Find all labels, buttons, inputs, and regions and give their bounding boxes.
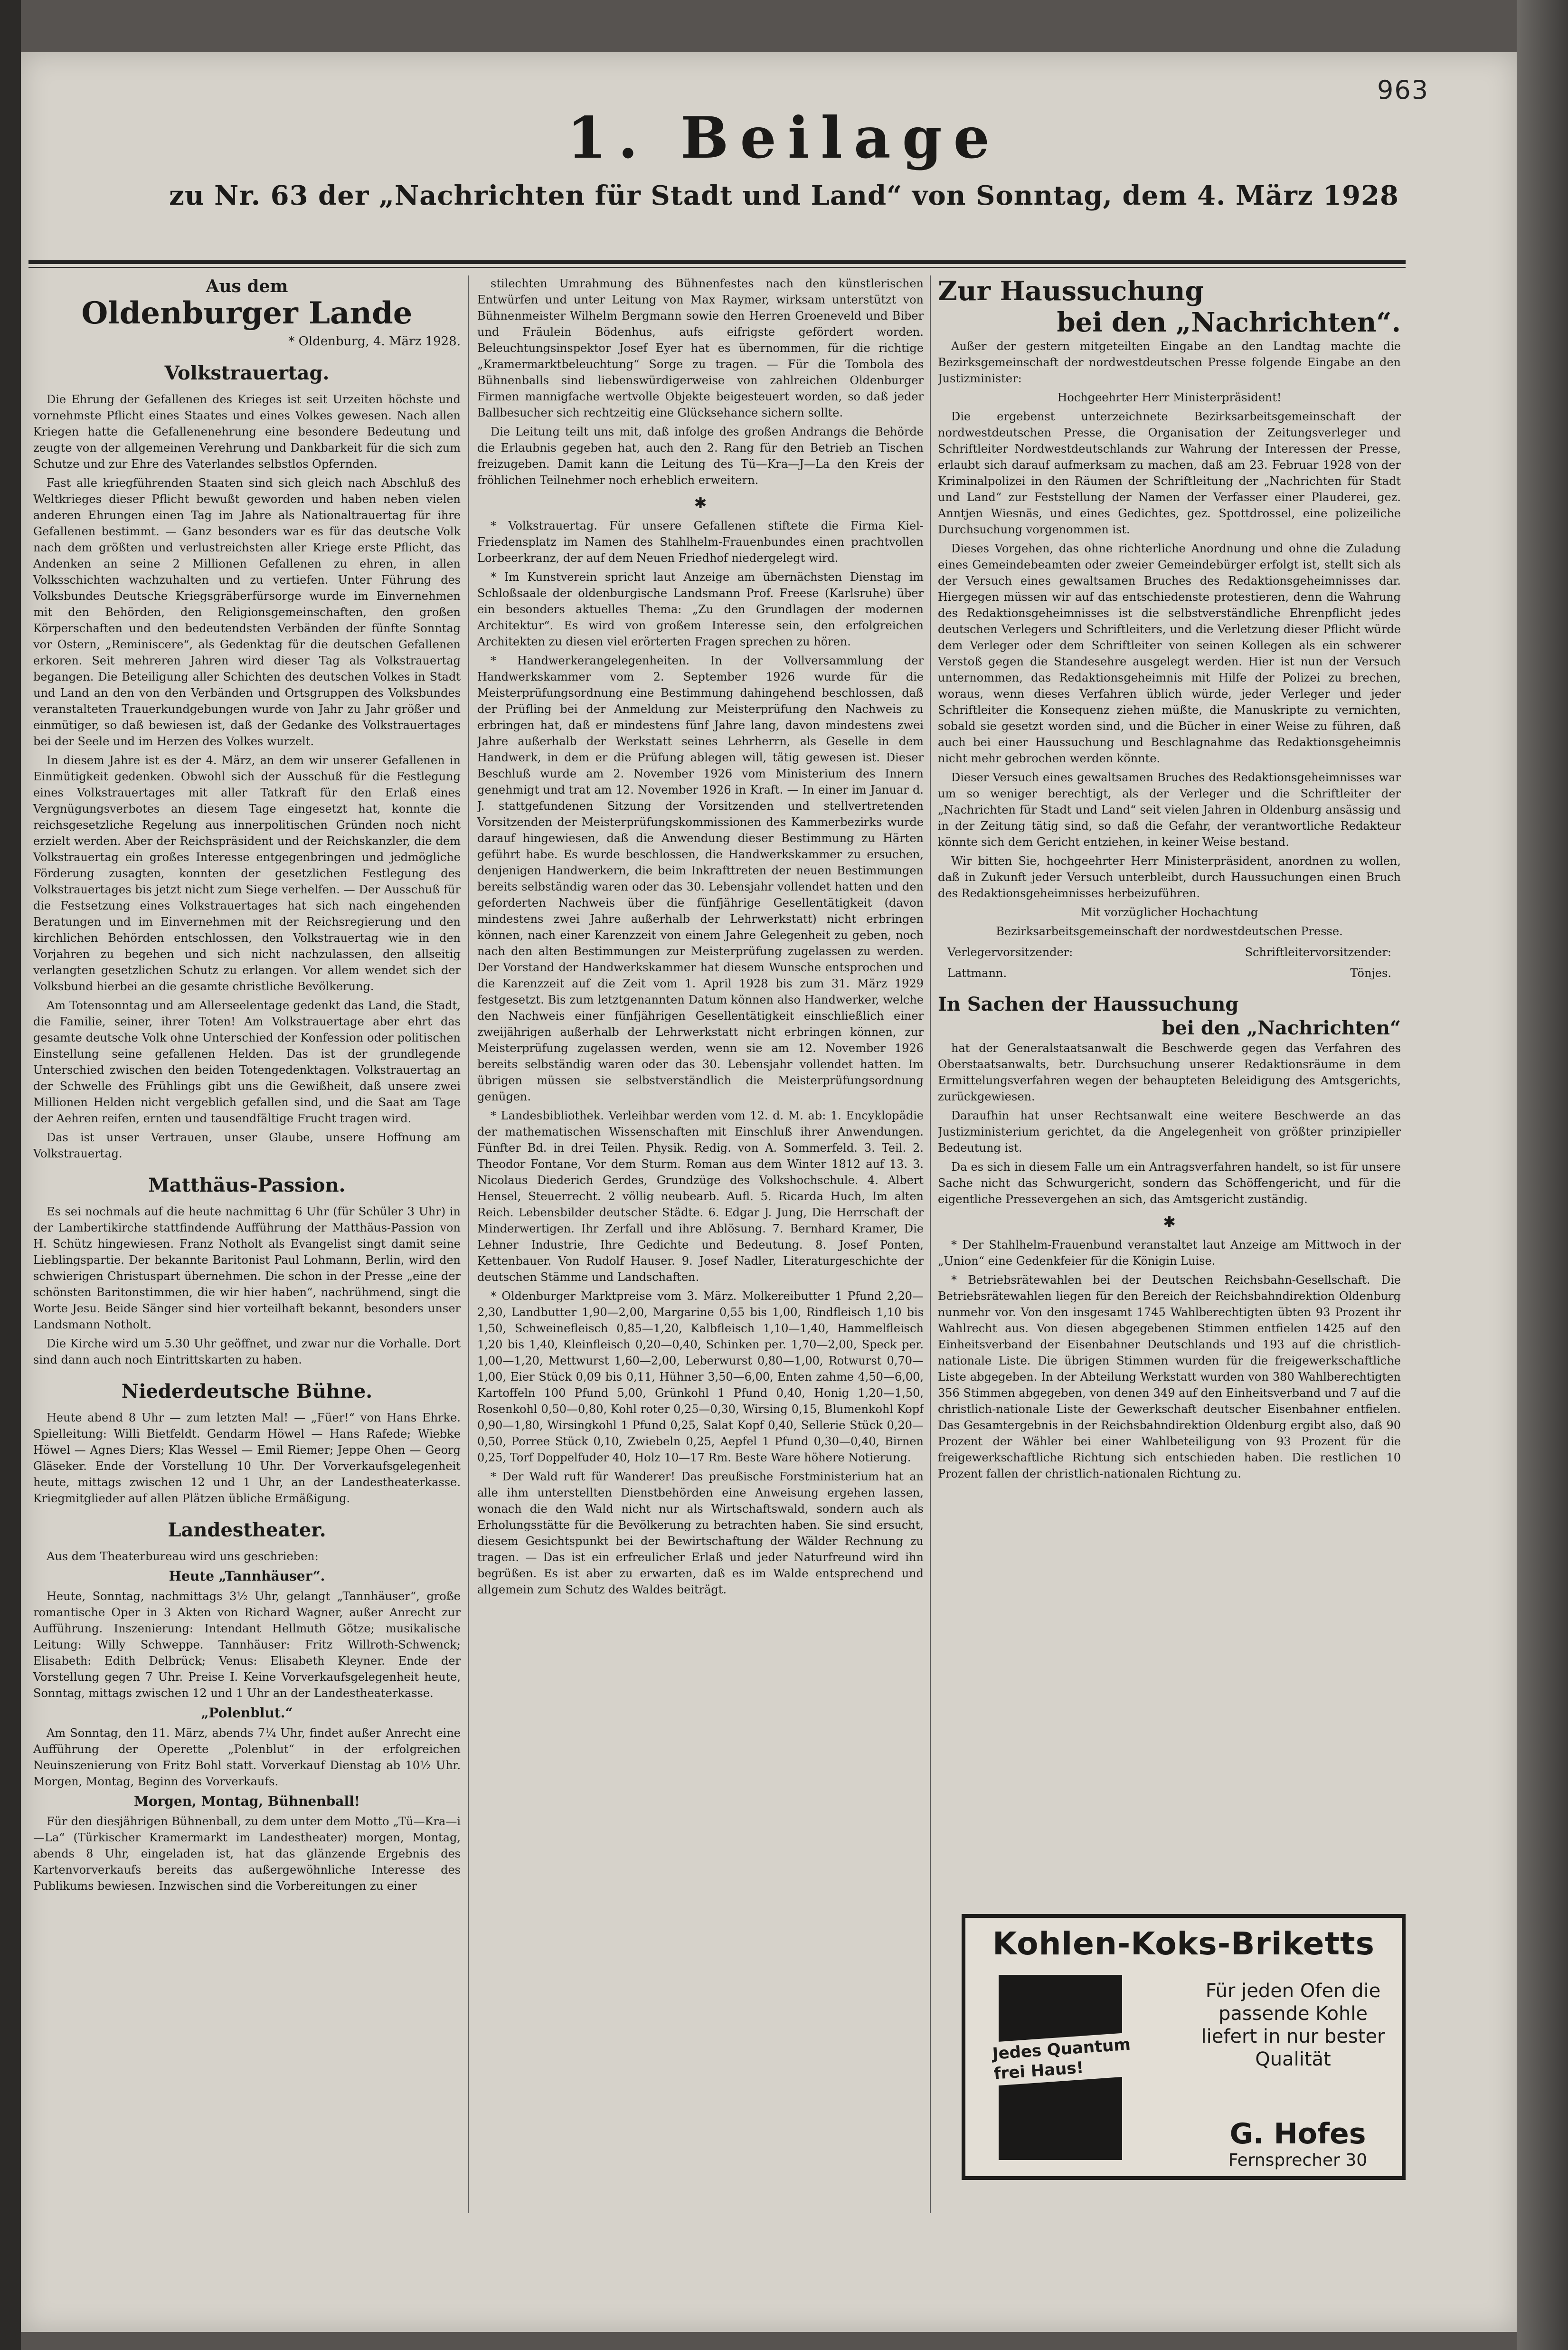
article-paragraph: Außer der gestern mitgeteilten Eingabe an den Landtag machte die Bezirksgemeinschaft der nordwestdeutschen Presse folgende Eingabe an den Justizminister: [938, 340, 1401, 385]
article-paragraph: stilechten Umrahmung des Bühnenfestes nach den künstlerischen Entwürfen und unter Leitung von Max Raymer, wirksam unterstützt von Bühnenmeister Wilhelm Bergmann sowie den Herren Groeneveld und Biber und Fräulein Bödenhus, aufs eifrigste gefördert worden. Beleuchtungsinspektor Josef Eyer hat es übernommen, für die richtige „Kramermarktbeleuchtung“ Sorge zu tragen. — Für die Tombola des Bühnenballs sind liebenswürdigerweise von zahlreichen Oldenburger Firmen mannigfache wertvolle Objekte beigesteuert worden, so daß jeder Ballbesucher sich rechtzeitig eine Glücksehance sichern sollte. [477, 277, 924, 419]
section-kicker: Aus dem [206, 276, 288, 296]
masthead [0, 104, 1568, 211]
ad-tagline: Jedes Quantum frei Haus! [988, 2031, 1160, 2086]
article-heading: Niederdeutsche Bühne. [121, 1380, 373, 1402]
article-paragraph: Für den diesjährigen Bühnenball, zu dem unter dem Motto „Tü—Kra—i—La“ (Türkischer Kramermarkt im Landestheater) morgen, Montag, abends 8 Uhr, eingeladen ist, hat das glänzende Ergebnis des Kartenvorverkaufs bereits das außergewöhnliche Interesse des Publikums bewiesen. Inzwischen sind die Vorbereitungen zu einer [33, 1815, 461, 1893]
column-divider [930, 275, 931, 2213]
article-paragraph: Die ergebenst unterzeichnete Bezirksarbeitsgemeinschaft der nordwestdeutschen Presse, die Organisation der Zeitungsverleger und Schriftleiter Nordwestdeutschlands zur Wahrung der Interessen der Presse, erlaubt sich darauf aufmerksam zu machen, daß am 23. Februar 1928 von der Kriminalpolizei in den Räumen der Schriftleitung der „Nachrichten für Stadt und Land“ zur Feststellung der Namen der Verfasser einer Plauderei, gez. Anntjen Wiesnäs, und eines Gedichtes, gez. Spottdrossel, eine polizeiliche Durchsuchung vorgenommen ist. [938, 410, 1401, 536]
archive-number: 963 [1377, 75, 1429, 105]
article-paragraph: Am Sonntag, den 11. März, abends 7¼ Uhr, findet außer Anrecht eine Aufführung der Operette „Polenblut“ in der erfolgreichen Neuinszenierung von Fritz Bohl statt. Vorverkauf Dienstag ab 10½ Uhr. Morgen, Montag, Beginn des Vorverkaufs. [33, 1726, 461, 1788]
article-paragraph: Fast alle kriegführenden Staaten sind sich gleich nach Abschluß des Weltkrieges dieser Pflicht bewußt geworden und haben neben vielen anderen Ehrungen einen Tag im Jahre als Nationaltrauertag für ihre Gefallenen bestimmt. — Ganz besonders war es für das deutsche Volk nach dem größten und verlustreichsten aller Kriege erste Pflicht, das Andenken an seine 2 Millionen Gefallenen zu ehren, in allen Volksschichten wachzuhalten und zu vertiefen. Unter Führung des Volksbundes Deutsche Kriegsgräberfürsorge wurde im Einvernehmen mit den Behörden, den Religionsgemeinschaften, den großen Körperschaften und den bedeutendsten Verbänden der fünfte Sonntag vor Ostern, „Reminiscere“, als Gedenktag für die deutschen Gefallenen erkoren. Seit mehreren Jahren wird dieser Tag als Volkstrauertag begangen. Die Beteiligung aller Schichten des deutschen Volkes in Stadt und Land an den von den Verbänden und Ortsgruppen des Volksbundes veranstalteten Trauerkundgebungen wurde von Jahr zu Jahr größer und einmütiger, so daß bewiesen ist, daß der Gedanke des Volkstrauertages bei der Seele und im Herzen des Volkes wurzelt. [33, 476, 461, 748]
article-paragraph: Am Totensonntag und am Allerseelentage gedenkt das Land, die Stadt, die Familie, seiner, ihrer Toten! Am Volkstrauertage aber ehrt das gesamte deutsche Volk ohne Unterschied der Konfession oder politischen Einstellung seine gefallenen Helden. Das ist der grundlegende Unterschied zwischen den beiden Totengedenktagen. Volkstrauertag an der Schwelle des Frühlings gibt uns die Gewißheit, daß unsere zwei Millionen Helden nicht vergeblich gefallen sind, und die Saat am Tage der Aehren reifen, ernten und tausendfältige Frucht tragen wird. [33, 999, 461, 1125]
article-paragraph: Die Kirche wird um 5.30 Uhr geöffnet, und zwar nur die Vorhalle. Dort sind dann auch noch Eintrittskarten zu haben. [33, 1337, 461, 1366]
separator-star: ✱ [694, 494, 707, 512]
article-heading: Volkstrauertag. [164, 362, 330, 384]
column-divider [468, 275, 469, 2213]
binding-edge [0, 0, 21, 2350]
section-heading: In Sachen der Haussuchung [938, 993, 1239, 1015]
news-item: * Der Wald ruft für Wanderer! Das preußische Forstministerium hat an alle ihm unterstellten Dienstbehörden eine Anweisung ergehen lassen, wonach die den Wald nicht nur als Wirtschaftswald, sondern auch als Erholungsstätte für die Bevölkerung zu betrachten haben. Sie sind ersucht, diesem Gesichtspunkt bei der Bewirtschaftung der Wälder Rechnung zu tragen. — Das ist ein erfreulicher Erlaß und jeder Naturfreund wird ihn begrüßen. Es ist aber zu erwarten, daß es im Walde entsprechend und allgemein zum Schutz des Waldes beiträgt. [477, 1470, 924, 1596]
coal-advertisement [962, 1914, 1406, 2180]
column-1 [33, 275, 461, 2213]
section-heading: bei den „Nachrichten“ [1162, 1017, 1401, 1039]
article-paragraph: Daraufhin hat unser Rechtsanwalt eine weitere Beschwerde an das Justizministerium gerichtet, da die Angelegenheit von größter prinzipieller Bedeutung ist. [938, 1109, 1401, 1155]
news-item: * Im Kunstverein spricht laut Anzeige am übernächsten Dienstag im Schloßsaale der oldenburgische Landsmann Prof. Freese (Karlsruhe) über ein besonders aktuelles Thema: „Zu den Grundlagen der modernen Architektur“. Es wird von großem Interesse sein, den erfolgreichen Architekten zu diesen viel erörterten Fragen sprechen zu hören. [477, 570, 924, 648]
signature-left: Lattmann. [947, 967, 1007, 980]
news-item: * Der Stahlhelm-Frauenbund veranstaltet laut Anzeige am Mittwoch in der „Union“ eine Gedenkfeier für die Königin Luise. [938, 1238, 1401, 1268]
article-paragraph: Heute, Sonntag, nachmittags 3½ Uhr, gelangt „Tannhäuser“, große romantische Oper in 3 Akten von Richard Wagner, außer Anrecht zur Aufführung. Inszenierung: Intendant Hellmuth Götze; musikalische Leitung: Willy Schweppe. Tannhäuser: Fritz Willroth-Schwenck; Elisabeth: Edith Delbrück; Venus: Elisabeth Kleyner. Ende der Vorstellung gegen 7 Uhr. Preise I. Keine Vorverkaufsgelegenheit heute, Sonntag, mittags zwischen 12 und 1 Uhr an der Landestheaterkasse. [33, 1590, 461, 1700]
masthead-rule-thin [28, 267, 1406, 268]
dateline: * Oldenburg, 4. März 1928. [288, 334, 461, 349]
sub-heading: Morgen, Montag, Bühnenball! [133, 1793, 360, 1809]
signature-names [947, 965, 1391, 981]
news-item: * Landesbibliothek. Verleihbar werden vom 12. d. M. ab: 1. Encyklopädie der mathematischen Wissenschaften mit Einschluß ihrer Anwendungen. Fünfter Bd. in drei Teilen. Physik. Redig. von A. Sommerfeld. 3. Teil. 2. Theodor Fontane, Vor dem Sturm. Roman aus dem Winter 1812 auf 13. 3. Nicolaus Diederich Gerdes, Grundzüge des Volkshochschule. 4. Albert Hensel, Steuerrecht. 2 völlig neubearb. Aufl. 5. Ricarda Huch, Im alten Reich. Lebensbilder deutscher Städte. 6. Edgar J. Jung, Die Herrschaft der Minderwertigen. Ihr Zerfall und ihre Ablösung. 7. Bernhard Kramer, Die Lehner Industrie, Ihre Gedichte und Bedeutung. 8. Josef Ponten, Kettenbauer. Von Rudolf Hauser. 9. Josef Nadler, Literaturgeschichte der deutschen Stämme und Landschaften. [477, 1109, 924, 1284]
section-heading: Oldenburger Lande [81, 295, 413, 331]
section-heading: bei den „Nachrichten“. [1057, 307, 1401, 338]
sub-heading: Heute „Tannhäuser“. [169, 1568, 325, 1584]
article-paragraph: hat der Generalstaatsanwalt die Beschwerde gegen das Verfahren des Oberstaatsanwalts, betr. Durchsuchung unserer Redaktionsräume in dem Ermittelungsverfahren wegen der behaupteten Beleidigung des Amtsgerichts, zurückgewiesen. [938, 1042, 1401, 1103]
ad-title: Kohlen-Koks-Briketts [992, 1925, 1375, 1962]
article-paragraph: Es sei nochmals auf die heute nachmittag 6 Uhr (für Schüler 3 Uhr) in der Lambertikirche stattfindende Aufführung der Matthäus-Passion von H. Schütz hingewiesen. Franz Notholt als Evangelist singt damit seine Lieblingspartie. Der bekannte Baritonist Paul Lohmann, Berlin, wird den schwierigen Christuspart übernehmen. Die schon in der Presse „eine der schönsten Baritonstimmen, die wir hier haben“, nachrühmend, singt die Worte Jesu. Beide Sänger sind hier vorteilhaft bekannt, besonders unser Landsmann Notholt. [33, 1205, 461, 1331]
sub-heading: „Polenblut.“ [201, 1705, 293, 1721]
closing: Mit vorzüglicher Hochachtung [1080, 906, 1258, 919]
salutation: Hochgeehrter Herr Ministerpräsident! [1057, 391, 1282, 404]
masthead-rule [28, 260, 1406, 264]
article-paragraph: Die Leitung teilt uns mit, daß infolge des großen Andrangs die Behörde die Erlaubnis gegeben hat, auch den 2. Rang für den Betrieb an Tischen freizugeben. Damit kann die Leitung des Tü—Kra—J—La den Kreis der fröhlichen Teilnehmer noch erheblich erweitern. [477, 425, 924, 487]
news-item: * Oldenburger Marktpreise vom 3. März. Molkereibutter 1 Pfund 2,20—2,30, Landbutter 1,90—2,00, Margarine 0,55 bis 1,00, Rindfleisch 1,10 bis 1,50, Schweinefleisch 0,85—1,20, Kalbfleisch 1,10—1,40, Hammelfleisch 1,20 bis 1,40, Kleinfleisch 0,20—0,40, Schinken per. 1,70—2,00, Speck per. 1,00—1,20, Mettwurst 1,60—2,00, Leberwurst 0,80—1,00, Rotwurst 0,70—1,00, Eier Stück 0,09 bis 0,11, Hühner 3,50—6,00, Enten zahme 4,50—6,00, Kartoffeln 100 Pfund 5,00, Grünkohl 1 Pfund 0,40, Honig 1,20—1,50, Rosenkohl 0,50—0,80, Kohl roter 0,25—0,30, Wirsing 0,15, Blumenkohl Kopf 0,90—1,80, Wirsingkohl 1 Pfund 0,25, Salat Kopf 0,40, Sellerie Stück 0,20—0,50, Porree Stück 0,10, Zwiebeln 0,25, Aepfel 1 Pfund 0,30—0,40, Birnen 0,25, Torf Doppelfuder 40, Holz 10—17 Rm. Beste Ware höhere Notierung. [477, 1289, 924, 1464]
article-paragraph: Aus dem Theaterbureau wird uns geschrieben: [47, 1550, 319, 1563]
supplement-title: 1. Beilage [567, 104, 1001, 171]
article-paragraph: Die Ehrung der Gefallenen des Krieges ist seit Urzeiten höchste und vornehmste Pflicht eines Staates und eines Volkes gewesen. Nach allen Kriegen hatte die Gefallenenehrung eine besondere Bedeutung und zeugte von der allgemeinen Verehrung und Dankbarkeit für die sich zum Schutze und zur Ehre des Vaterlandes selbstlos Opfernden. [33, 393, 461, 471]
news-item: * Betriebsrätewahlen bei der Deutschen Reichsbahn-Gesellschaft. Die Betriebsrätewahlen liegen für den Bereich der Reichsbahndirektion Oldenburg nunmehr vor. Von den insgesamt 1745 Wahlberechtigten übten 93 Prozent ihr Wahlrecht aus. Von diesen abgegebenen Stimmen entfielen 1425 auf den Einheitsverband der Eisenbahner Deutschlands und 193 auf die christlich-nationale Liste. Die übrigen Stimmen wurden für die freigewerkschaftliche Liste abgegeben. In der Abteilung Werkstatt wurden von 380 Wahlberechtigten 356 Stimmen abgegeben, von denen 349 auf den Einheitsverband und 7 auf die christlich-nationale Liste der Gewerkschaft deutscher Eisenbahner entfielen. Das Gesamtergebnis in der Reichsbahndirektion Oldenburg ergibt also, daß 90 Prozent der Wähler bei einer Wahlbeteiligung von 93 Prozent für die freigewerkschaftliche Richtung sich entschieden haben. Die restlichen 10 Prozent fallen der christlich-nationalen Richtung zu. [938, 1273, 1401, 1480]
article-paragraph: In diesem Jahre ist es der 4. März, an dem wir unserer Gefallenen in Einmütigkeit gedenken. Obwohl sich der Ausschuß für die Festlegung eines Volkstrauertages mit aller Tatkraft für den Erlaß eines Vergnügungsverbotes an diesem Tage eingesetzt hat, konnte die reichsgesetzliche Regelung aus innerpolitischen Gründen noch nicht erzielt werden. Aber der Reichspräsident und der Reichskanzler, die dem Volkstrauertag ein großes Interesse entgegenbringen und jedmögliche Förderung zusagten, konnten der gesetzlichen Festlegung des Volkstrauertages bis jetzt nicht zum Siege verhelfen. — Der Ausschuß für die Festsetzung eines Volkstrauertages hat sich nach eingehenden Beratungen und im Einvernehmen mit der Reichsregierung und den kirchlichen Behörden entschlossen, den Volkstrauertag wie in den Vorjahren zu begehen und sich nicht nachzulassen, den allseitig verlangten gesetzlichen Schutz zu erlangen. Vor allem wendet sich der Volksbund hierbei an die gesamte christliche Bevölkerung. [33, 754, 461, 993]
article-paragraph: Dieser Versuch eines gewaltsamen Bruches des Redaktionsgeheimnisses war um so weniger berechtigt, als der Verleger und die Schriftleiter der „Nachrichten für Stadt und Land“ seit vielen Jahren in Oldenburg ansässig und in der Zeitung tätig sind, so daß die Gefahr, der verantwortliche Redakteur könnte sich dem Gericht entziehen, in keiner Weise bestand. [938, 771, 1401, 849]
signature-roles [947, 944, 1391, 960]
ad-company: G. Hofes [1229, 2117, 1366, 2151]
article-paragraph: Das ist unser Vertrauen, unser Glaube, unsere Hoffnung am Volkstrauertag. [33, 1131, 461, 1160]
ad-phone: Fernsprecher 30 [1228, 2151, 1368, 2170]
article-paragraph: Da es sich in diesem Falle um ein Antragsverfahren handelt, so ist für unsere Sache nicht das Schwurgericht, sondern das Schöffengericht, und für die eigentliche Pressevergehen an sich, das Amtsgericht zuständig. [938, 1160, 1401, 1206]
organisation: Bezirksarbeitsgemeinschaft der nordwestdeutschen Presse. [996, 925, 1343, 938]
page-edge [1517, 0, 1568, 2350]
supplement-subtitle: zu Nr. 63 der „Nachrichten für Stadt und Land“ von Sonntag, dem 4. März 1928 [169, 180, 1399, 211]
news-item: * Volkstrauertag. Für unsere Gefallenen stiftete die Firma Kiel-Friedensplatz im Namen des Stahlhelm-Frauenbundes einen prachtvollen Lorbeerkranz, der auf dem Neuen Friedhof niedergelegt wird. [477, 519, 924, 565]
signature-role-right: Schriftleitervorsitzender: [1245, 946, 1391, 959]
article-paragraph: Wir bitten Sie, hochgeehrter Herr Ministerpräsident, anordnen zu wollen, daß in Zukunft jeder Versuch unterbleibt, durch Haussuchungen einen Bruch des Redaktionsgeheimnisses herbeizuführen. [938, 854, 1401, 900]
article-paragraph: Dieses Vorgehen, das ohne richterliche Anordnung und ohne die Zuladung eines Gemeindebeamten oder zweier Gemeindebürger erfolgt ist, stellt sich als der Versuch eines gewaltsamen Bruches des Redaktionsgeheimnisses dar. Hiergegen müssen wir auf das entschiedenste protestieren, denn die Wahrung des Redaktionsgeheimnisses ist die selbstverständliche Ehrenpflicht jedes deutschen Verlegers und Schriftleiters, und die Verletzung dieser Pflicht würde dem Verleger oder dem Schriftleiter von seinen Kollegen als ein schwerer Verstoß gegen die Standesehre ausgelegt werden. Hier ist nun der Versuch unternommen, das Redaktionsgeheimnis mit Hilfe der Polizei zu brechen, woraus, wenn dieses Verfahren üblich würde, jeder Verleger und jeder Schriftleiter die Konsequenz ziehen müßte, die Manuskripte zu vernichten, sobald sie gesetzt worden sind, und die Bücher in einer Weise zu führen, daß auch bei einer Haussuchung und Beschlagnahme das Redaktionsgeheimnis nicht mehr gebrochen werden könnte. [938, 542, 1401, 765]
column-3 [938, 275, 1401, 1905]
signature-right: Tönjes. [1350, 967, 1391, 980]
section-heading: Zur Haussuchung [938, 275, 1204, 307]
article-heading: Landestheater. [168, 1519, 326, 1541]
article-heading: Matthäus-Passion. [148, 1174, 346, 1196]
article-paragraph: Heute abend 8 Uhr — zum letzten Mal! — „Füer!“ von Hans Ehrke. Spielleitung: Willi Bietfeldt. Gendarm Höwel — Hans Rafede; Wiebke Höwel — Agnes Diers; Klas Wessel — Emil Riemer; Jeppe Ohen — Georg Gläseker. Ende der Vorstellung 10 Uhr. Der Vorverkaufsgelegenheit heute, mittags zwischen 12 und 1 Uhr, an der Landestheaterkasse. Kriegmitglieder auf allen Plätzen übliche Ermäßigung. [33, 1411, 461, 1505]
column-2 [477, 275, 924, 2213]
news-item: * Handwerkerangelegenheiten. In der Vollversammlung der Handwerkskammer vom 2. September 1926 wurde für die Meisterprüfungsordnung eine Bestimmung dahingehend beschlossen, daß der Prüfling bei der Anmeldung zur Meisterprüfung den Nachweis zu erbringen hat, daß er mindestens fünf Jahre lang, davon mindestens zwei Jahre außerhalb der Werkstatt seines Lehrherrn, als Geselle in dem Handwerk, in dem er die Prüfung ablegen will, tätig gewesen ist. Dieser Beschluß wurde am 2. November 1926 vom Ministerium des Innern genehmigt und trat am 12. November 1926 in Kraft. — In einer im Januar d. J. stattgefundenen Sitzung der Vorsitzenden und stellvertretenden Vorsitzenden der Meisterprüfungskommissionen des Kammerbezirks wurde darauf hingewiesen, daß die Anwendung dieser Bestimmung zu Härten geführt habe. Es wurde beschlossen, die Handwerkskammer zu ersuchen, denjenigen Handwerkern, die beim Inkrafttreten der neuen Bestimmungen bereits selbständig waren oder das 30. Lebensjahr vollendet hatten und den geforderten Nachweis über die fünfjährige Gesellentätigkeit (davon mindestens zwei Jahre außerhalb der Lehrwerkstatt) nicht erbringen können, nach einer Karenzzeit von einem Jahre Gelegenheit zu geben, noch nach den alten Bestimmungen zur Meisterprüfung zugelassen zu werden. Der Vorstand der Handwerkskammer hat diesem Wunsche entsprochen und die Karenzzeit auf die Zeit vom 1. April 1928 bis zum 31. März 1929 festgesetzt. Bis zum letztgenannten Datum können also Handwerker, welche den Nachweis einer fünfjährigen Gesellentätigkeit einschließlich einer zweijährigen außerhalb der Lehrwerkstatt nicht erbringen können, zur Meisterprüfung zugelassen werden, wenn sie am 12. November 1926 bereits selbständig waren oder das 30. Lebensjahr vollendet hatten. Im übrigen müssen sie selbstverständlich die Meisterprüfungsordnung genügen. [477, 654, 924, 1103]
ad-text: Für jeden Ofen die passende Kohle liefert in nur bester Qualität [1201, 1980, 1385, 2070]
separator-star: ✱ [1163, 1213, 1176, 1231]
signature-role-left: Verlegervorsitzender: [947, 946, 1073, 959]
